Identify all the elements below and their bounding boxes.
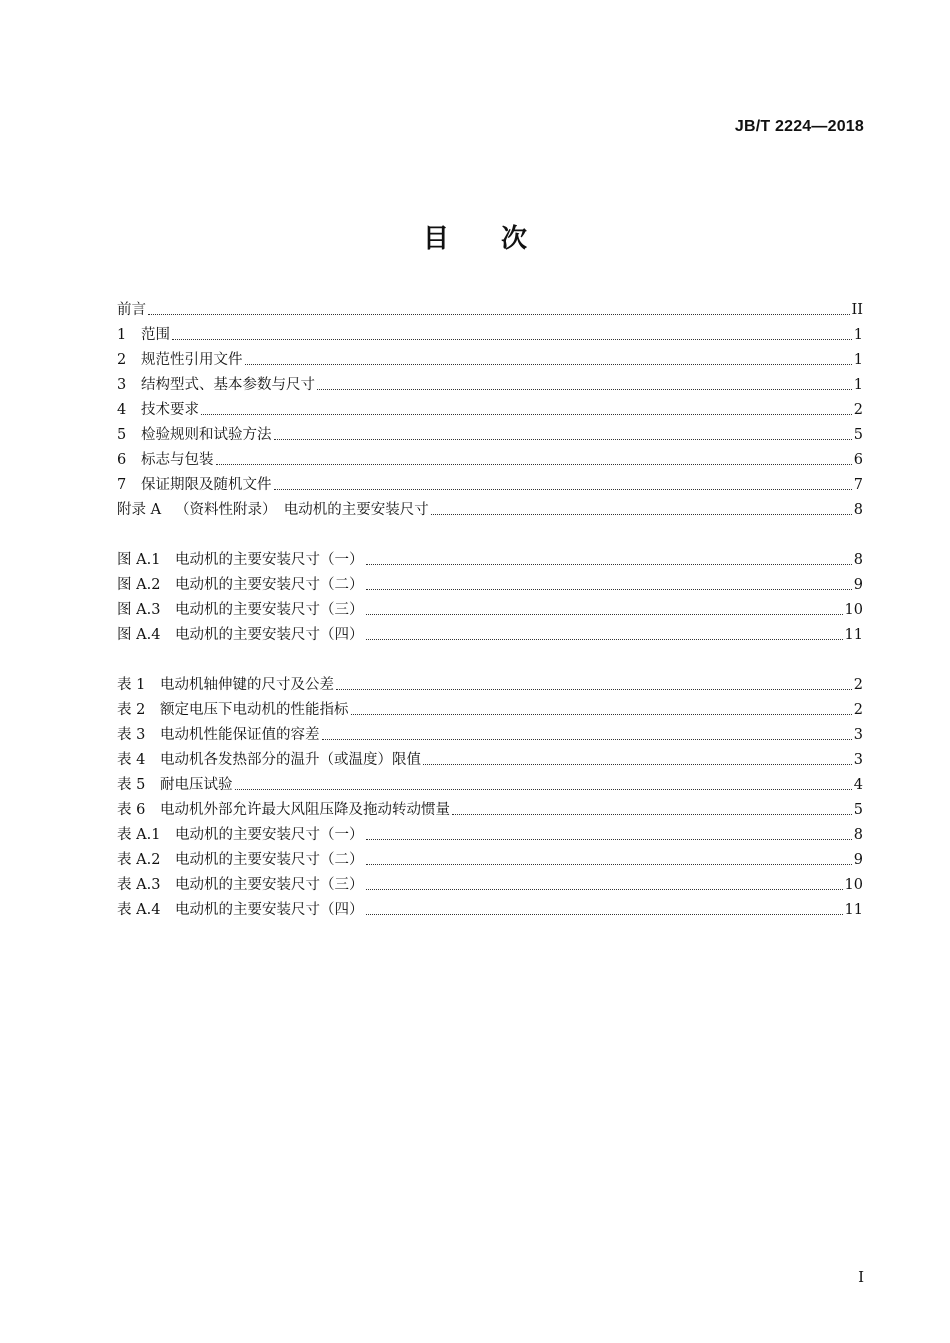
toc-entry-page: 8 <box>853 827 863 843</box>
dot-leader <box>148 313 850 315</box>
standard-code: JB/T 2224—2018 <box>734 118 864 135</box>
toc-entry-text: 电动机的主要安装尺寸（三） <box>175 602 364 618</box>
page-number: I <box>858 1268 864 1286</box>
toc-entry-number: 图 A.1 <box>117 552 161 568</box>
toc-entry-section-5[interactable] <box>117 422 863 444</box>
toc-entry-page: 5 <box>853 802 863 818</box>
toc-entry-table-3[interactable] <box>117 722 863 744</box>
toc-entry-figure-a2[interactable] <box>117 572 863 594</box>
toc-entry-text: （资料性附录） 电动机的主要安装尺寸 <box>175 502 429 518</box>
toc-entry-page: 11 <box>844 902 863 918</box>
toc-entry-number: 6 <box>117 452 127 468</box>
toc-entry-page: 8 <box>853 552 863 568</box>
toc-entry-number: 图 A.2 <box>117 577 161 593</box>
toc-entry-table-4[interactable] <box>117 747 863 769</box>
toc-entry-text: 电动机外部允许最大风阻压降及拖动转动惯量 <box>160 802 450 818</box>
dot-leader <box>366 888 843 890</box>
dot-leader <box>366 588 852 590</box>
toc-entry-foreword[interactable] <box>117 297 863 319</box>
toc-entry-number: 7 <box>117 477 127 493</box>
toc-entry-page: 9 <box>853 577 863 593</box>
toc-entry-text: 标志与包装 <box>141 452 214 468</box>
toc-entry-text: 额定电压下电动机的性能指标 <box>160 702 349 718</box>
toc-entry-text: 电动机的主要安装尺寸（三） <box>175 877 364 893</box>
toc-entry-number: 表 A.1 <box>117 827 161 843</box>
toc-entry-text: 结构型式、基本参数与尺寸 <box>141 377 315 393</box>
toc-entry-section-2[interactable] <box>117 347 863 369</box>
toc-entry-text: 耐电压试验 <box>160 777 233 793</box>
toc-entry-number: 图 A.3 <box>117 602 161 618</box>
toc-entry-text: 电动机的主要安装尺寸（一） <box>175 552 364 568</box>
toc-entry-text: 技术要求 <box>141 402 199 418</box>
dot-leader <box>366 638 843 640</box>
toc-entry-text: 检验规则和试验方法 <box>141 427 272 443</box>
toc-entry-page: 5 <box>853 427 863 443</box>
toc-entry-table-a3[interactable] <box>117 872 863 894</box>
toc-entry-text: 保证期限及随机文件 <box>141 477 272 493</box>
toc-entry-figure-a1[interactable] <box>117 547 863 569</box>
dot-leader <box>201 413 852 415</box>
toc-entry-text: 电动机轴伸键的尺寸及公差 <box>160 677 334 693</box>
toc-entry-page: 2 <box>853 677 863 693</box>
toc-entry-page: 6 <box>853 452 863 468</box>
toc-entry-number: 表 2 <box>117 702 146 718</box>
toc-entry-table-a1[interactable] <box>117 822 863 844</box>
toc-entry-number: 附录 A <box>117 502 162 518</box>
dot-leader <box>366 838 852 840</box>
dot-leader <box>317 388 852 390</box>
toc-entry-page: 1 <box>853 377 863 393</box>
toc-entry-text: 电动机的主要安装尺寸（四） <box>175 902 364 918</box>
toc-entry-text: 电动机性能保证值的容差 <box>160 727 320 743</box>
toc-entry-section-6[interactable] <box>117 447 863 469</box>
dot-leader <box>431 513 852 515</box>
toc-entry-page: 3 <box>853 727 863 743</box>
dot-leader <box>274 488 852 490</box>
toc-entry-figure-a4[interactable] <box>117 622 863 644</box>
toc-entry-table-a4[interactable] <box>117 897 863 919</box>
toc-entry-number: 表 A.4 <box>117 902 161 918</box>
toc-entry-text: 电动机的主要安装尺寸（二） <box>175 577 364 593</box>
toc-entry-text: 电动机的主要安装尺寸（四） <box>175 627 364 643</box>
dot-leader <box>366 613 843 615</box>
dot-leader <box>351 713 852 715</box>
dot-leader <box>366 863 852 865</box>
toc-entry-table-2[interactable] <box>117 697 863 719</box>
toc-entry-table-a2[interactable] <box>117 847 863 869</box>
dot-leader <box>274 438 852 440</box>
dot-leader <box>452 813 852 815</box>
toc-entry-number: 1 <box>117 327 127 343</box>
toc-entry-text: 电动机各发热部分的温升（或温度）限值 <box>160 752 421 768</box>
toc-entry-page: 1 <box>853 327 863 343</box>
toc-entry-table-1[interactable] <box>117 672 863 694</box>
dot-leader <box>235 788 852 790</box>
toc-entry-page: 9 <box>853 852 863 868</box>
toc-entry-section-7[interactable] <box>117 472 863 494</box>
toc-entry-number: 表 6 <box>117 802 146 818</box>
toc-entry-section-3[interactable] <box>117 372 863 394</box>
toc-entry-page: 10 <box>844 602 863 618</box>
toc-entry-number: 表 4 <box>117 752 146 768</box>
dot-leader <box>216 463 852 465</box>
toc-entry-number: 2 <box>117 352 127 368</box>
dot-leader <box>322 738 852 740</box>
toc-entry-number: 3 <box>117 377 127 393</box>
toc-entry-page: 10 <box>844 877 863 893</box>
toc-entry-page: 7 <box>853 477 863 493</box>
toc-entry-appendix-a[interactable] <box>117 497 863 519</box>
toc-entry-page: 4 <box>853 777 863 793</box>
toc-entry-text: 前言 <box>117 302 146 318</box>
toc-entry-page: 11 <box>844 627 863 643</box>
toc-entry-text: 规范性引用文件 <box>141 352 243 368</box>
toc-entry-page: 2 <box>853 402 863 418</box>
toc-entry-page: 1 <box>853 352 863 368</box>
toc-entry-page: II <box>851 302 863 318</box>
toc-entry-figure-a3[interactable] <box>117 597 863 619</box>
toc-entry-number: 5 <box>117 427 127 443</box>
toc-entry-number: 图 A.4 <box>117 627 161 643</box>
toc-entry-text: 电动机的主要安装尺寸（一） <box>175 827 364 843</box>
toc-entry-page: 2 <box>853 702 863 718</box>
dot-leader <box>423 763 852 765</box>
toc-entry-number: 表 5 <box>117 777 146 793</box>
toc-entry-number: 4 <box>117 402 127 418</box>
toc-entry-number: 表 A.2 <box>117 852 161 868</box>
dot-leader <box>336 688 852 690</box>
toc-entry-page: 3 <box>853 752 863 768</box>
toc-entry-table-5[interactable] <box>117 772 863 794</box>
dot-leader <box>366 563 852 565</box>
toc-entry-number: 表 A.3 <box>117 877 161 893</box>
page-title: 目次 <box>422 224 579 254</box>
toc-entry-text: 电动机的主要安装尺寸（二） <box>175 852 364 868</box>
dot-leader <box>245 363 852 365</box>
toc-entry-table-6[interactable] <box>117 797 863 819</box>
dot-leader <box>366 913 843 915</box>
toc-entry-section-4[interactable] <box>117 397 863 419</box>
toc-entry-section-1[interactable] <box>117 322 863 344</box>
toc-entry-text: 范围 <box>141 327 170 343</box>
dot-leader <box>172 338 852 340</box>
toc-entry-number: 表 1 <box>117 677 146 693</box>
toc-entry-number: 表 3 <box>117 727 146 743</box>
toc-entry-page: 8 <box>853 502 863 518</box>
